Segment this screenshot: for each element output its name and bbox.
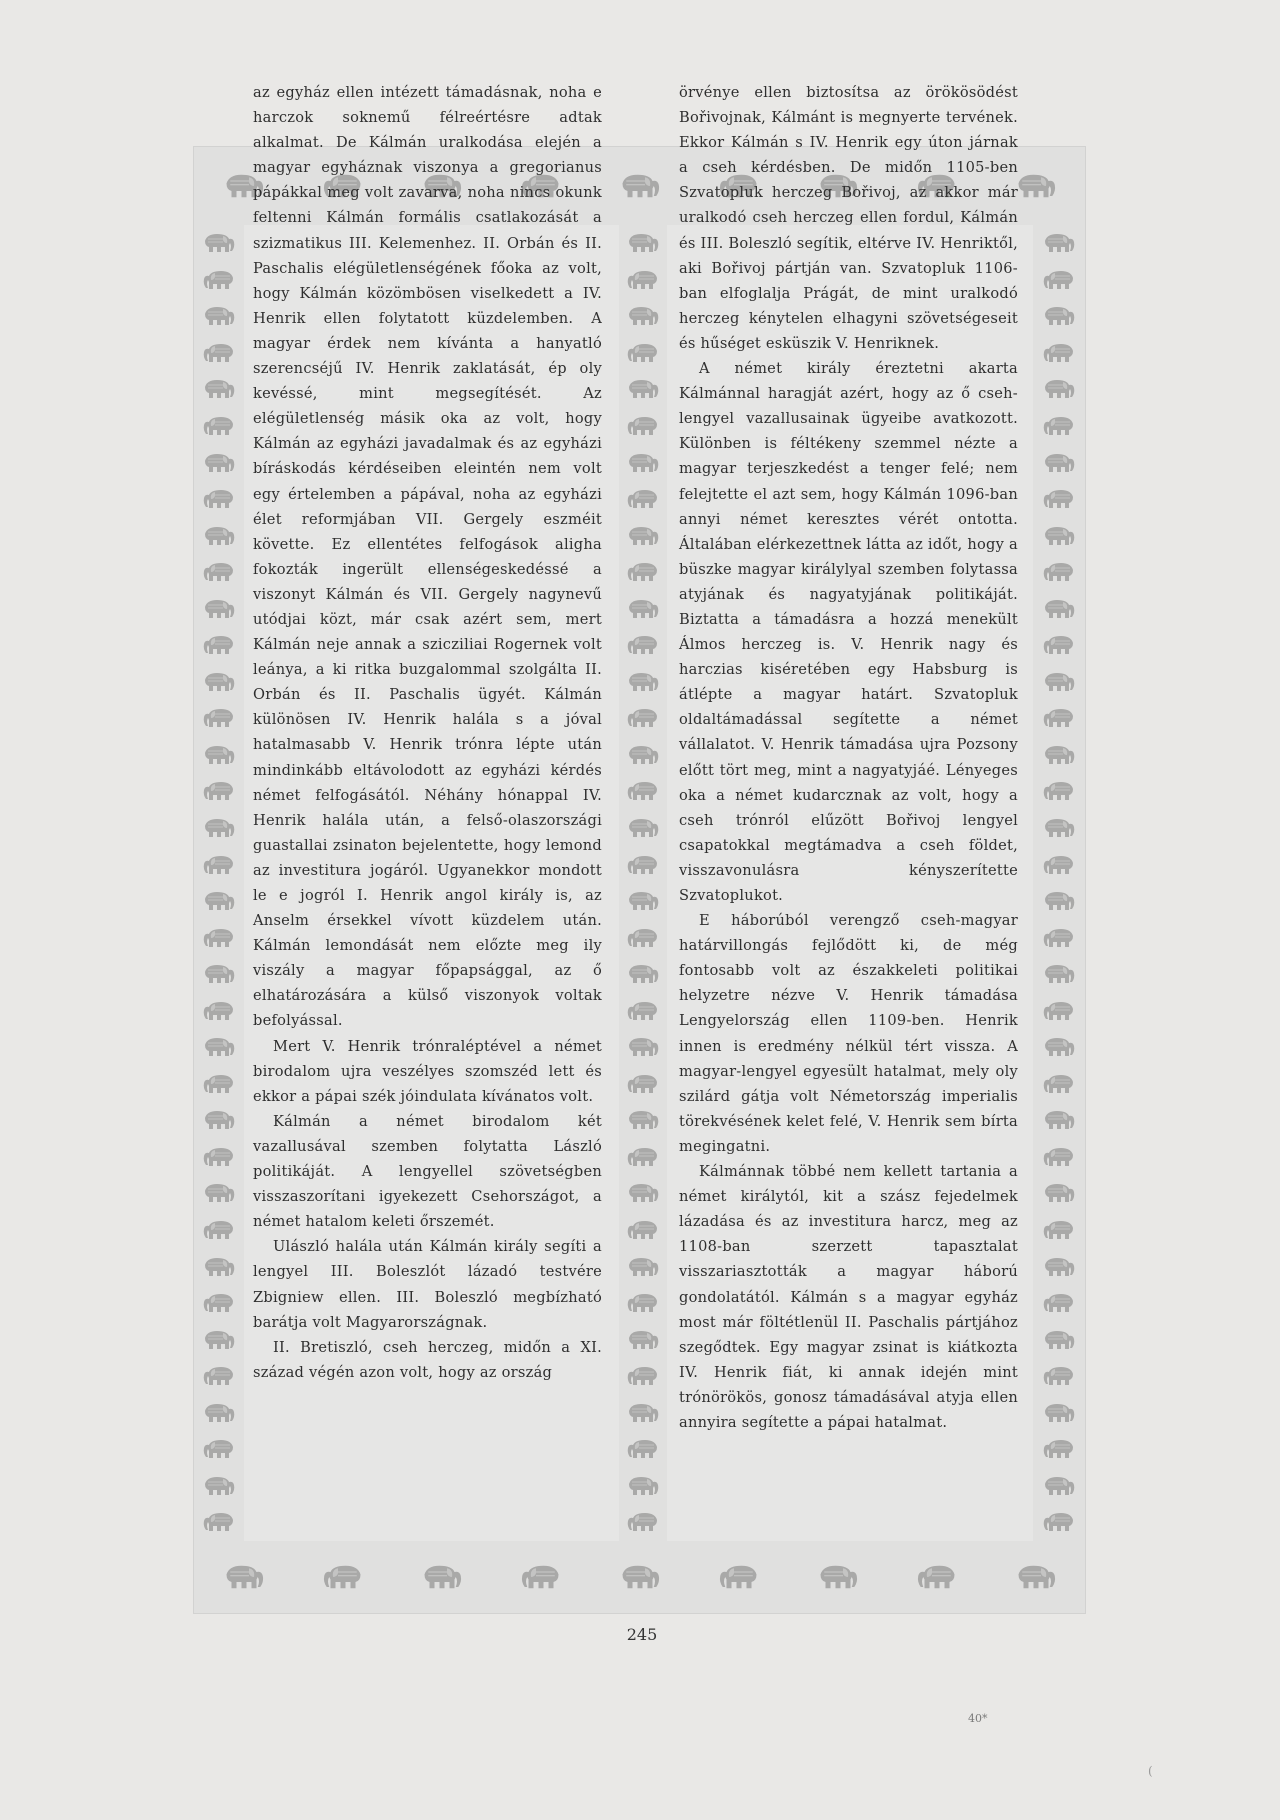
elephant-icon <box>1039 1035 1079 1059</box>
elephant-icon <box>1039 1510 1079 1534</box>
elephant-icon <box>1039 560 1079 584</box>
elephant-icon <box>623 1218 663 1242</box>
paragraph: Kálmán a német birodalom két vazallusával szemben folytatta László politikáját. A lengyellel szövetségben visszaszorítani igyekezett Csehországot, a német hatalom keleti őrszemét. <box>253 1112 602 1231</box>
elephant-icon <box>623 779 663 803</box>
elephant-icon <box>1039 1437 1079 1461</box>
elephant-icon <box>623 1401 663 1425</box>
elephant-icon <box>199 524 239 548</box>
elephant-icon <box>1039 524 1079 548</box>
elephant-icon <box>199 999 239 1023</box>
elephant-icon <box>514 1562 568 1592</box>
elephant-icon <box>623 1291 663 1315</box>
elephant-icon <box>199 1291 239 1315</box>
elephant-icon <box>316 1562 370 1592</box>
elephant-icon <box>623 1474 663 1498</box>
elephant-icon <box>623 926 663 950</box>
elephant-icon <box>1039 889 1079 913</box>
paragraph: örvénye ellen biztosítsa az örökösödést Bořivojnak, Kálmánt is megnyerte tervének. Ekkor Kálmán s IV. Henrik egy úton járnak a cseh kérdésben. De midőn 1105-ben Szvatopluk herczeg Bořivoj, az akkor már uralkodó cseh herczeg ellen fordul, Kálmán és III. Boleszló segítik, eltérve IV. Henriktől, aki Bořivoj pártján van. Szvatopluk 1106-ban elfoglalja Prágát, de mint uralkodó herczeg kénytelen elhagyni szövetségeseit és hűséget esküszik V. Henriknek. <box>679 84 1018 352</box>
elephant-icon <box>199 779 239 803</box>
elephant-icon <box>199 487 239 511</box>
elephant-icon <box>1039 377 1079 401</box>
elephant-icon <box>199 1328 239 1352</box>
elephant-icon <box>623 816 663 840</box>
elephant-icon <box>623 1181 663 1205</box>
elephant-icon <box>1039 1291 1079 1315</box>
elephant-icon <box>199 597 239 621</box>
elephant-icon <box>623 231 663 255</box>
paragraph: II. Bretiszló, cseh herczeg, midőn a XI. század végén azon volt, hogy az ország <box>253 1338 602 1381</box>
elephant-icon <box>199 889 239 913</box>
border-bottom <box>194 1541 1085 1613</box>
paragraph: az egyház ellen intézett támadásnak, noha e harczok soknemű félreértésre adtak alkalmat. De Kálmán uralkodása elején a magyar egyháznak viszonya a gregorianus pápákkal meg volt zavarva, noha nincs okunk feltenni Kálmán formális csatlakozását a szizmatikus III. Kelemenhez. II. Orbán és II. Paschalis elégületlenségének főoka az volt, hogy Kálmán közömbösen viselkedett a IV. Henrik ellen folytatott küzdelemben. A magyar érdek nem kívánta a hanyatló szerencséjű IV. Henrik zaklatását, ép oly kevéssé, mint megsegítését. Az elégületlenség másik oka az volt, hogy Kálmán az egyházi javadalmak és az egyházi bíráskodás kérdéseiben eleintén nem volt egy értelemben a pápával, noha az egyházi élet reformjában VII. Gergely eszméit követte. Ez ellentétes felfogások aligha fokozták ingerült ellenségeskedéssé a viszonyt Kálmán és VII. Gergely nagynevű utódjai közt, már csak azért sem, mert Kálmán neje annak a szicziliai Rogernek volt leánya, a ki ritka buzgalommal szolgálta II. Orbán és II. Paschalis ügyét. Kálmán különösen IV. Henrik halála s a jóval hatalmasabb V. Henrik trónra lépte után mindinkább eltávolodott az egyházi kérdés német felfogásától. Néhány hónappal IV. Henrik halála után, a felső-olaszországi guastallai zsinaton bejelentette, hogy lemond az investitura jogáról. Ugyanekkor mondott le e jogról I. Henrik angol király is, az Anselm érsekkel vívott küzdelem után. Kálmán lemondását nem előzte meg ily viszály a magyar főpapsággal, az ő elhatározására a külső viszonyok voltak befolyással. <box>253 84 602 1030</box>
elephant-icon <box>199 670 239 694</box>
elephant-icon <box>613 1562 667 1592</box>
elephant-icon <box>613 171 667 201</box>
border-right <box>1033 225 1085 1541</box>
elephant-icon <box>1039 853 1079 877</box>
elephant-icon <box>217 1562 271 1592</box>
elephant-icon <box>1039 962 1079 986</box>
elephant-icon <box>199 268 239 292</box>
printer-signature-mark: 40* <box>968 1712 988 1725</box>
elephant-icon <box>623 853 663 877</box>
elephant-icon <box>199 1145 239 1169</box>
elephant-icon <box>199 1255 239 1279</box>
elephant-icon <box>199 1218 239 1242</box>
elephant-icon <box>1039 1364 1079 1388</box>
elephant-icon <box>199 414 239 438</box>
elephant-icon <box>623 597 663 621</box>
elephant-icon <box>623 889 663 913</box>
elephant-icon <box>199 231 239 255</box>
elephant-icon <box>1039 597 1079 621</box>
elephant-icon <box>623 743 663 767</box>
elephant-icon <box>623 633 663 657</box>
elephant-icon <box>1039 231 1079 255</box>
elephant-icon <box>623 1364 663 1388</box>
elephant-icon <box>623 524 663 548</box>
corner-mark: ( <box>1148 1764 1153 1778</box>
elephant-icon <box>623 1328 663 1352</box>
elephant-icon <box>199 743 239 767</box>
paragraph: Kálmánnak többé nem kellett tartania a német királytól, kit a szász fejedelmek lázadása és az investitura harcz, meg az 1108-ban szerzett tapasztalat visszariasztották a magyar háború gondolatától. Kálmán s a magyar egyház most már föltétlenül II. Paschalis pártjához szegődtek. Egy magyar zsinat is kiátkozta IV. Henrik fiát, ki annak idején mint trónörökös, gonosz támadásával atyja ellen annyira segítette a pápai hatalmat. <box>679 1163 1018 1431</box>
elephant-icon <box>199 1108 239 1132</box>
elephant-icon <box>199 1401 239 1425</box>
elephant-icon <box>1039 999 1079 1023</box>
paragraph: E háborúból verengző cseh-magyar határvillongás fejlődött ki, de még fontosabb volt az északkeleti politikai helyzetre nézve V. Henrik támadása Lengyelország ellen 1109-ben. Henrik innen is eredmény nélkül tért vissza. A magyar-lengyel egyesült hatalmat, mely oly szilárd gátja volt Németország imperialis törekvésének kelet felé, V. Henrik sem bírta megingatni. <box>679 912 1018 1155</box>
paragraph: Ulászló halála után Kálmán király segíti a lengyel III. Boleszlót lázadó testvére Zbigniew ellen. III. Boleszló megbízható barátja volt Magyarországnak. <box>253 1238 602 1331</box>
elephant-icon <box>623 1437 663 1461</box>
elephant-icon <box>1039 670 1079 694</box>
elephant-icon <box>199 451 239 475</box>
border-center-divider <box>619 225 667 1541</box>
elephant-icon <box>623 487 663 511</box>
elephant-icon <box>1039 706 1079 730</box>
elephant-icon <box>623 341 663 365</box>
elephant-icon <box>1039 341 1079 365</box>
elephant-icon <box>623 962 663 986</box>
elephant-icon <box>712 1562 766 1592</box>
elephant-icon <box>199 816 239 840</box>
elephant-icon <box>199 1364 239 1388</box>
elephant-icon <box>1039 304 1079 328</box>
paragraph: A német király éreztetni akarta Kálmánnal haragját azért, hogy az ő cseh-lengyel vazallusainak ügyeibe avatkozott. Különben is féltékeny szemmel nézte a magyar terjeszkedést a tenger felé; nem felejtette el azt sem, hogy Kálmán 1096-ban annyi német keresztes vérét ontotta. Általában elérkezettnek látta az időt, hogy a büszke magyar királylyal szemben folytassa atyjának és nagyatyjának politikáját. Biztatta a támadásra a hozzá menekült Álmos herczeg is. V. Henrik nagy és harczias kiséretében egy Habsburg is átlépte a magyar határt. Szvatopluk oldaltámadással segítette a német vállalatot. V. Henrik támadása ujra Pozsony előtt tört meg, mint a nagyatyjáé. Lényeges oka a német kudarcznak az volt, hogy a cseh trónról elűzött Bořivoj lengyel csapatokkal megtámadva a cseh földet, visszavonulásra kényszerítette Szvatoplukot. <box>679 360 1018 904</box>
elephant-icon <box>623 706 663 730</box>
elephant-icon <box>199 633 239 657</box>
elephant-icon <box>623 268 663 292</box>
elephant-icon <box>199 853 239 877</box>
elephant-icon <box>623 560 663 584</box>
elephant-icon <box>623 670 663 694</box>
elephant-icon <box>811 1562 865 1592</box>
elephant-icon <box>623 999 663 1023</box>
elephant-icon <box>1039 1181 1079 1205</box>
elephant-icon <box>623 377 663 401</box>
elephant-icon <box>1039 1145 1079 1169</box>
elephant-icon <box>1039 926 1079 950</box>
elephant-icon <box>199 962 239 986</box>
elephant-icon <box>199 926 239 950</box>
elephant-icon <box>1039 487 1079 511</box>
elephant-icon <box>1039 633 1079 657</box>
elephant-icon <box>199 1474 239 1498</box>
elephant-icon <box>1039 414 1079 438</box>
text-column-left <box>253 80 602 1385</box>
elephant-icon <box>199 560 239 584</box>
elephant-icon <box>623 1510 663 1534</box>
elephant-icon <box>199 341 239 365</box>
elephant-icon <box>623 1108 663 1132</box>
elephant-icon <box>1039 1401 1079 1425</box>
elephant-icon <box>199 1181 239 1205</box>
elephant-icon <box>1039 1255 1079 1279</box>
border-left <box>194 225 244 1541</box>
elephant-icon <box>910 1562 964 1592</box>
elephant-icon <box>623 1255 663 1279</box>
elephant-icon <box>199 1035 239 1059</box>
elephant-icon <box>1039 1328 1079 1352</box>
elephant-icon <box>199 1437 239 1461</box>
elephant-icon <box>1039 451 1079 475</box>
text-column-right <box>679 80 1018 1435</box>
elephant-icon <box>623 1072 663 1096</box>
elephant-icon <box>415 1562 469 1592</box>
paragraph: Mert V. Henrik trónraléptével a német birodalom ujra veszélyes szomszéd lett és ekkor a pápai szék jóindulata kívánatos volt. <box>253 1037 602 1105</box>
elephant-icon <box>1039 1218 1079 1242</box>
elephant-icon <box>1039 268 1079 292</box>
elephant-icon <box>199 377 239 401</box>
elephant-icon <box>623 1145 663 1169</box>
elephant-icon <box>1039 779 1079 803</box>
page-number: 245 <box>626 1625 658 1644</box>
elephant-icon <box>1009 1562 1063 1592</box>
elephant-icon <box>1039 1474 1079 1498</box>
elephant-icon <box>1039 1108 1079 1132</box>
elephant-icon <box>1039 816 1079 840</box>
elephant-icon <box>623 414 663 438</box>
elephant-icon <box>199 304 239 328</box>
elephant-icon <box>1039 743 1079 767</box>
elephant-icon <box>199 1072 239 1096</box>
elephant-icon <box>199 706 239 730</box>
elephant-icon <box>623 304 663 328</box>
elephant-icon <box>623 1035 663 1059</box>
elephant-icon <box>199 1510 239 1534</box>
elephant-icon <box>623 451 663 475</box>
elephant-icon <box>1039 1072 1079 1096</box>
